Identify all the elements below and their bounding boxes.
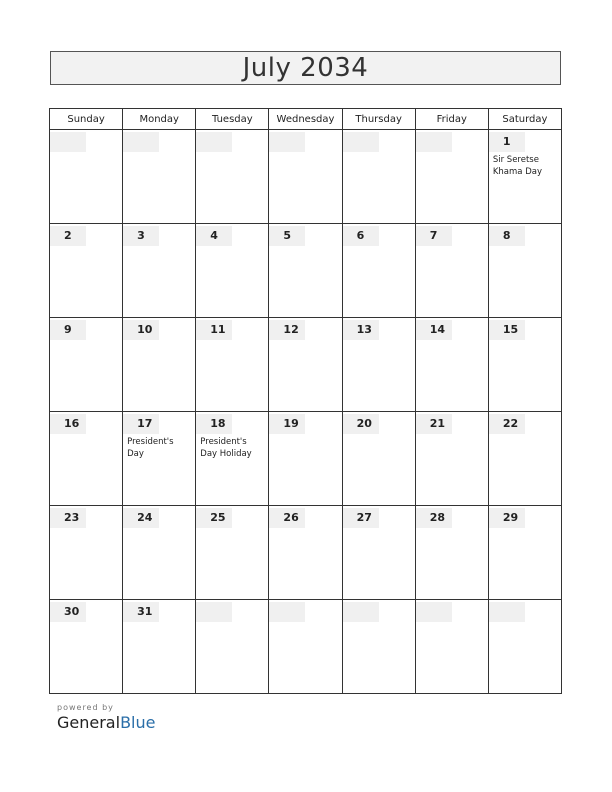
day-number: 2 <box>50 226 86 246</box>
day-cell <box>415 318 488 412</box>
day-cell <box>269 318 342 412</box>
holiday-label <box>343 622 415 624</box>
day-cell <box>50 412 123 506</box>
day-cell <box>269 224 342 318</box>
week-row <box>50 318 562 412</box>
day-number <box>489 602 525 622</box>
holiday-label: President's Day <box>127 437 174 459</box>
holiday-label <box>269 246 341 248</box>
holiday-label <box>416 622 488 624</box>
holiday-label <box>50 152 122 154</box>
weekday-header: Monday <box>123 109 196 130</box>
holiday-label <box>50 340 122 342</box>
weekday-header: Tuesday <box>196 109 269 130</box>
day-number <box>269 602 305 622</box>
day-number: 21 <box>416 414 452 434</box>
holiday-label <box>416 434 488 436</box>
holiday-label <box>196 246 268 248</box>
day-number: 26 <box>269 508 305 528</box>
day-number <box>196 132 232 152</box>
calendar-title: July 2034 <box>242 53 369 83</box>
holiday-label <box>269 622 341 624</box>
day-cell <box>342 224 415 318</box>
day-number <box>50 132 86 152</box>
day-cell <box>196 318 269 412</box>
day-cell <box>50 318 123 412</box>
day-number <box>416 602 452 622</box>
day-number: 6 <box>343 226 379 246</box>
day-cell <box>123 412 196 506</box>
holiday-label <box>123 528 195 530</box>
holiday-label: President's Day Holiday <box>200 437 252 459</box>
day-number: 9 <box>50 320 86 340</box>
day-cell <box>196 130 269 224</box>
holiday-label <box>489 528 561 530</box>
day-cell <box>488 318 561 412</box>
day-cell <box>123 224 196 318</box>
holiday-label <box>50 434 122 436</box>
holiday-label <box>123 152 195 154</box>
day-number: 11 <box>196 320 232 340</box>
holiday-label <box>343 340 415 342</box>
day-cell <box>196 412 269 506</box>
day-number: 27 <box>343 508 379 528</box>
holiday-label <box>489 340 561 342</box>
day-number: 17 <box>123 414 159 434</box>
day-cell <box>415 412 488 506</box>
weekday-header: Wednesday <box>269 109 342 130</box>
day-number: 5 <box>269 226 305 246</box>
holiday-label: Sir Seretse Khama Day <box>492 155 542 177</box>
day-cell <box>488 506 561 600</box>
day-cell <box>123 318 196 412</box>
day-number: 24 <box>123 508 159 528</box>
day-number: 30 <box>50 602 86 622</box>
brand-blue: Blue <box>120 713 156 732</box>
week-row <box>50 600 562 694</box>
day-number: 28 <box>416 508 452 528</box>
day-number <box>196 602 232 622</box>
holiday-label <box>50 622 122 624</box>
holiday-label <box>489 246 561 248</box>
day-number <box>123 132 159 152</box>
day-number: 29 <box>489 508 525 528</box>
holiday-label <box>343 246 415 248</box>
holiday-label <box>123 340 195 342</box>
holiday-label <box>196 622 268 624</box>
holiday-label <box>196 340 268 342</box>
holiday-label <box>489 434 561 436</box>
holiday-label <box>343 528 415 530</box>
weekday-header: Thursday <box>342 109 415 130</box>
day-number <box>343 132 379 152</box>
weekday-header: Friday <box>415 109 488 130</box>
holiday-label <box>196 152 268 154</box>
day-cell <box>50 506 123 600</box>
day-number: 4 <box>196 226 232 246</box>
day-number: 10 <box>123 320 159 340</box>
day-number <box>343 602 379 622</box>
holiday-label <box>269 528 341 530</box>
holiday-label <box>416 340 488 342</box>
holiday-label <box>50 246 122 248</box>
day-cell <box>123 130 196 224</box>
holiday-label <box>416 246 488 248</box>
day-number: 12 <box>269 320 305 340</box>
weekday-header: Sunday <box>50 109 123 130</box>
day-cell <box>342 130 415 224</box>
week-row <box>50 506 562 600</box>
week-row <box>50 412 562 506</box>
day-number: 25 <box>196 508 232 528</box>
holiday-label <box>489 622 561 624</box>
day-number: 20 <box>343 414 379 434</box>
day-number: 18 <box>196 414 232 434</box>
day-cell <box>123 600 196 694</box>
day-cell <box>488 130 561 224</box>
day-cell <box>488 600 561 694</box>
day-number: 23 <box>50 508 86 528</box>
day-number: 7 <box>416 226 452 246</box>
day-cell <box>196 600 269 694</box>
day-cell <box>415 600 488 694</box>
day-number <box>416 132 452 152</box>
holiday-label <box>416 152 488 154</box>
holiday-label <box>343 434 415 436</box>
day-cell <box>123 506 196 600</box>
holiday-label <box>269 434 341 436</box>
day-cell <box>415 224 488 318</box>
brand-general: General <box>57 713 121 732</box>
weekday-header: Saturday <box>488 109 561 130</box>
holiday-label <box>50 528 122 530</box>
holiday-label <box>343 152 415 154</box>
day-cell <box>269 412 342 506</box>
generalblue-logo[interactable] <box>57 703 155 732</box>
calendar-title-box <box>50 51 561 85</box>
holiday-label <box>123 622 195 624</box>
day-cell <box>342 318 415 412</box>
day-cell <box>415 130 488 224</box>
day-number: 31 <box>123 602 159 622</box>
day-cell <box>50 130 123 224</box>
day-number: 15 <box>489 320 525 340</box>
day-number: 3 <box>123 226 159 246</box>
day-cell <box>269 506 342 600</box>
day-cell <box>50 600 123 694</box>
day-number: 16 <box>50 414 86 434</box>
day-cell <box>415 506 488 600</box>
day-cell <box>488 412 561 506</box>
holiday-label <box>269 152 341 154</box>
day-number: 19 <box>269 414 305 434</box>
brand-name <box>57 713 155 732</box>
day-cell <box>342 506 415 600</box>
holiday-label <box>123 246 195 248</box>
day-number: 22 <box>489 414 525 434</box>
day-cell <box>342 600 415 694</box>
powered-by-label: powered by <box>57 703 114 712</box>
calendar-grid <box>49 108 562 694</box>
day-cell <box>488 224 561 318</box>
day-number: 1 <box>489 132 525 152</box>
week-row <box>50 224 562 318</box>
holiday-label <box>416 528 488 530</box>
day-cell <box>196 506 269 600</box>
day-cell <box>342 412 415 506</box>
day-number: 14 <box>416 320 452 340</box>
holiday-label <box>196 528 268 530</box>
day-number: 8 <box>489 226 525 246</box>
day-number <box>269 132 305 152</box>
weekday-header-row <box>50 109 562 130</box>
day-cell <box>50 224 123 318</box>
week-row <box>50 130 562 224</box>
holiday-label <box>269 340 341 342</box>
day-cell <box>269 600 342 694</box>
day-cell <box>196 224 269 318</box>
day-number: 13 <box>343 320 379 340</box>
day-cell <box>269 130 342 224</box>
